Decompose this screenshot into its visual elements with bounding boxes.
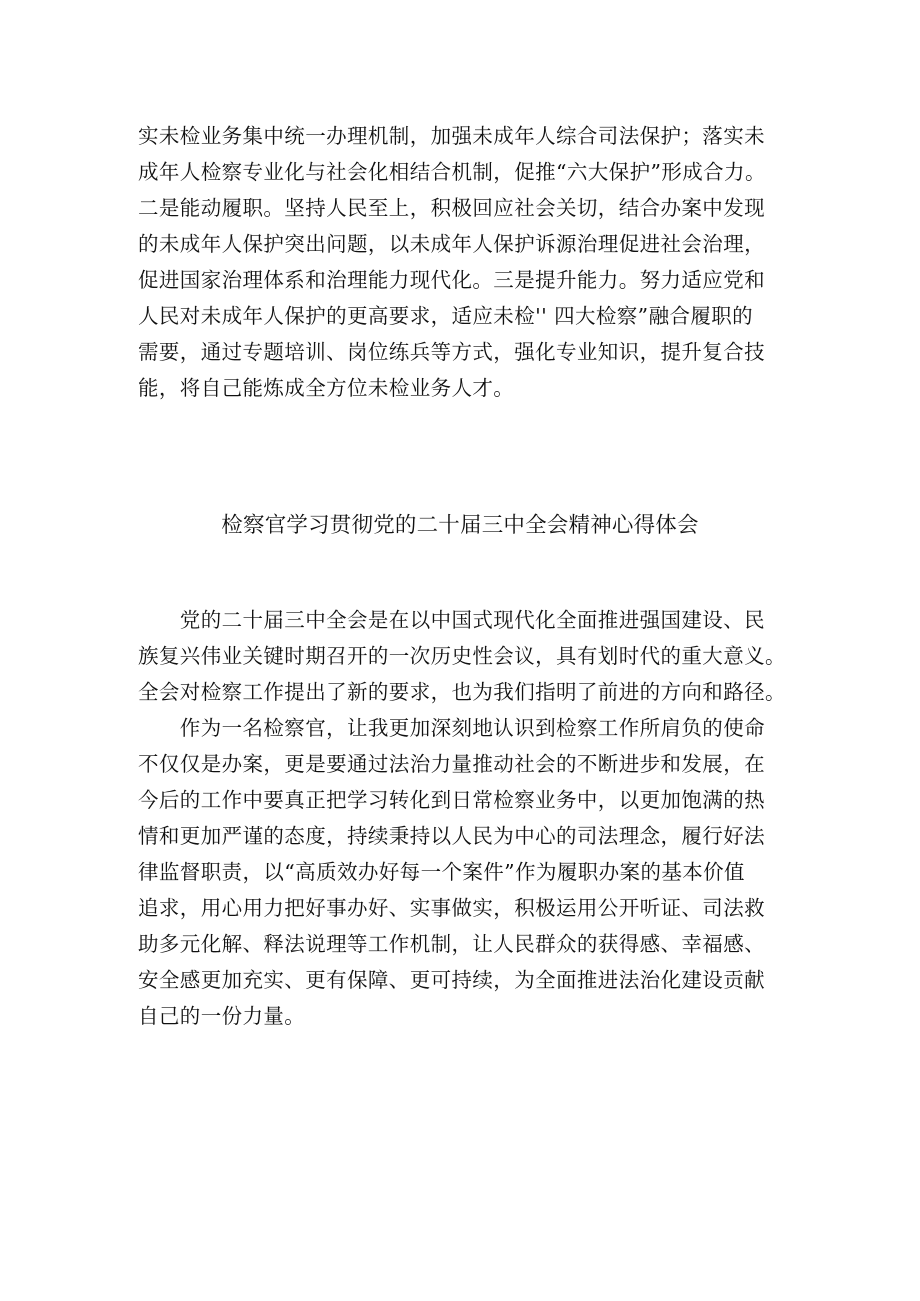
text-line: 追求，用心用力把好事办好、实事做实，积极运用公开听证、司法救 (138, 896, 765, 920)
text-line: 族复兴伟业关键时期召开的一次历史性会议，具有划时代的重大意义。 (138, 644, 786, 668)
text-line: 全会对检察工作提出了新的要求，也为我们指明了前进的方向和路径。 (138, 680, 786, 704)
text-line: 能，将自己能炼成全方位未检业务人才。 (138, 376, 515, 400)
text-line: 促进国家治理体系和治理能力现代化。三是提升能力。努力适应党和 (138, 268, 765, 292)
text-line: 人民对未成年人保护的更高要求，适应未检'' 四大检察”融合履职的 (138, 304, 754, 328)
text-line: 助多元化解、释法说理等工作机制，让人民群众的获得感、幸福感、 (138, 932, 765, 956)
article-body (138, 602, 798, 1034)
text-line: 今后的工作中要真正把学习转化到日常检察业务中，以更加饱满的热 (138, 788, 765, 812)
continuation-paragraph (138, 118, 798, 406)
text-line: 成年人检察专业化与社会化相结合机制，促推“六大保护”形成合力。 (138, 160, 766, 184)
text-line: 需要，通过专题培训、岗位练兵等方式，强化专业知识，提升复合技 (138, 340, 765, 364)
text-line: 安全感更加充实、更有保障、更可持续，为全面推进法治化建设贡献 (138, 968, 765, 992)
text-line: 作为一名检察官，让我更加深刻地认识到检察工作所肩负的使命 (138, 716, 765, 740)
text-line: 律监督职责，以“高质效办好每一个案件”作为履职办案的基本价值 (138, 860, 745, 884)
article-title: 检察官学习贯彻党的二十届三中全会精神心得体会 (221, 513, 699, 538)
text-line: 自己的一份力量。 (138, 1004, 306, 1028)
text-line: 的未成年人保护突出问题，以未成年人保护诉源治理促进社会治理， (138, 232, 765, 256)
text-line: 不仅仅是办案，更是要通过法治力量推动社会的不断进步和发展，在 (138, 752, 765, 776)
text-line: 二是能动履职。坚持人民至上，积极回应社会关切，结合办案中发现 (138, 196, 765, 220)
text-line: 实未检业务集中统一办理机制，加强未成年人综合司法保护；落实未 (138, 124, 765, 148)
text-line: 情和更加严谨的态度，持续秉持以人民为中心的司法理念，履行好法 (138, 824, 765, 848)
text-line: 党的二十届三中全会是在以中国式现代化全面推进强国建设、民 (138, 608, 765, 632)
